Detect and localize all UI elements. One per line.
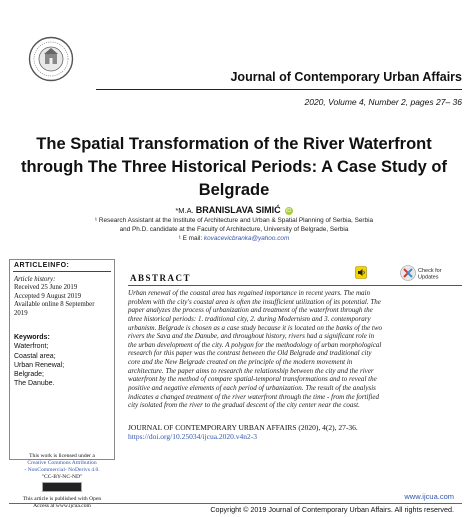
abstract-line: the urban development of the city. A polygon for the methodology of urban morphological: [128, 340, 382, 349]
abstract-line: rivers the Sava and the Danube, and throughout history, rivers had a significant role in: [128, 332, 375, 341]
article-info-divider: [13, 271, 111, 272]
email-label: ¹ E mail:: [178, 234, 203, 242]
abstract-line: Urban renewal of the coastal area has regained importance in recent years. The main: [128, 289, 371, 297]
history-available: Available online 8 September: [14, 301, 95, 309]
abstract-line: architecture. The paper aims to research the relationship between the city and the river: [128, 366, 374, 375]
citation-block: [128, 423, 358, 441]
license-link-line-1[interactable]: Creative Commons Attribution: [27, 460, 97, 466]
abstract-line: waterfront by the method of compare spatial-temporal transformations and to reveal the: [128, 375, 377, 384]
article-history: [14, 276, 94, 318]
history-received: Received 25 June 2019: [14, 284, 78, 292]
abstract-line: paper analyzes the process of urbanization and treatment of the waterfront through the: [128, 306, 373, 315]
journal-seal-logo: [28, 36, 74, 82]
affiliation-line-2: and Ph.D. candidate at the Faculty of Architecture, University of Belgrade, Serbia: [119, 225, 349, 233]
journal-name: Journal of Contemporary Urban Affairs: [230, 70, 462, 84]
history-label: Article history:: [14, 276, 56, 283]
email-line: [0, 235, 468, 244]
abstract-text: [128, 289, 462, 410]
keyword-item: Belgrade;: [14, 371, 44, 379]
keyword-item: The Danube.: [14, 380, 55, 388]
abstract-line: three historical periods: 1. traditional city, 2. during Modernism and 3. contemporary: [128, 314, 371, 323]
paper-title: [0, 133, 468, 202]
issue-info: 2020, Volume 4, Number 2, pages 27– 36: [304, 97, 462, 107]
affiliation-line-1: ¹ Research Assistant at the Institute of Architecture and Urban & Spatial Planning of Serbia, Serbia: [94, 217, 374, 224]
author-prefix: *M.A.: [175, 206, 194, 215]
orcid-icon[interactable]: iD: [286, 208, 292, 215]
author-name: BRANISLAVA SIMIĆ: [195, 205, 281, 215]
abstract-line: city isolated from the river to the gradual descent of the city center near the coast.: [128, 401, 360, 410]
keyword-item: Urban Renewal;: [14, 361, 65, 369]
keywords: [14, 333, 64, 389]
crossmark-check-for-updates-icon[interactable]: [400, 264, 456, 282]
citation-text: JOURNAL OF CONTEMPORARY URBAN AFFAIRS (2020), 4(2), 27-36.: [128, 423, 358, 432]
keywords-label: Keywords:: [14, 334, 50, 341]
abstract-line: research for this paper was the contrast between the Old Belgrade and traditional city: [128, 349, 372, 358]
journal-website-link[interactable]: www.ijcua.com: [404, 492, 454, 501]
abstract-line: positive and negative elements of each period of urbanization. The result of the analysis: [128, 383, 376, 392]
footer-divider: [9, 503, 462, 504]
abstract-divider: [128, 285, 462, 286]
affiliation: [0, 217, 468, 243]
open-access-line-2: Access at www.ijcua.com: [33, 503, 91, 509]
title-line-1: The Spatial Transformation of the River Waterfront: [36, 135, 432, 153]
title-line-3: Belgrade: [198, 181, 270, 199]
abstract-line: core and the New Belgrade created on the principle of the modern movement in: [128, 358, 353, 366]
crossmark-label-2: Updates: [418, 274, 439, 281]
license-text: This work is licensed under a: [29, 453, 95, 459]
abstract-line: urbanism. Belgrade is chosen as a case study because it is located on the banks of the two: [128, 323, 383, 332]
article-info-heading: ARTICLEINFO:: [14, 262, 70, 269]
history-year: 2019: [14, 309, 28, 317]
license-badge-label: "CC-BY-NC-ND": [41, 474, 83, 480]
abstract-line: problem with the city's coastal area is often the insufficient utilization of its potential. The: [128, 297, 381, 306]
header-divider: [96, 89, 462, 90]
cc-license-badge-icon[interactable]: [42, 482, 82, 492]
abstract-line: indicates a changed treatment of the river waterfront through the time - from the fortified: [128, 392, 380, 401]
license-box: [9, 453, 115, 509]
title-line-2: through The Three Historical Periods: A Case Study of: [20, 158, 447, 176]
history-accepted: Accepted 9 August 2019: [14, 292, 82, 300]
license-link-line-2[interactable]: - NonCommercial- NoDerivs 4.0.: [24, 467, 100, 473]
audio-speaker-icon[interactable]: [355, 266, 367, 279]
crossmark-label-1: Check for: [418, 268, 442, 274]
keyword-item: Coastal area;: [14, 352, 56, 360]
doi-link[interactable]: https://doi.org/10.25034/ijcua.2020.v4n2-3: [128, 432, 258, 441]
abstract-heading: ABSTRACT: [130, 273, 192, 283]
author-line: [0, 205, 468, 215]
copyright-notice: Copyright © 2019 Journal of Contemporary Urban Affairs. All rights reserved.: [210, 505, 454, 514]
open-access-line-1: This article is published with Open: [22, 496, 102, 502]
email-link[interactable]: kovacevicbranka@yahoo.com: [203, 234, 290, 242]
keyword-item: Waterfront;: [14, 343, 49, 351]
